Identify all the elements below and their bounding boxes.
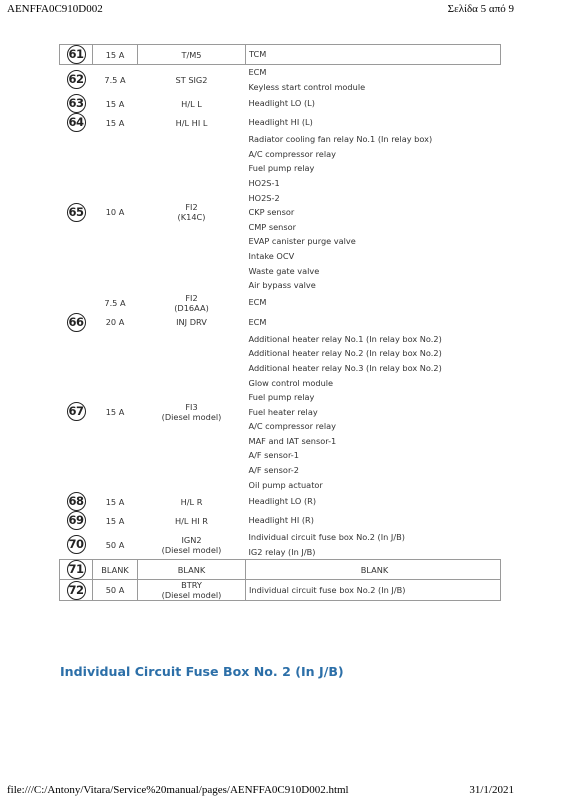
fuse-number-cell — [60, 530, 93, 560]
fuse-number-badge: 69 — [67, 511, 86, 530]
fuse-name-cell — [138, 45, 246, 65]
fuse-rating: 20 A — [105, 317, 125, 328]
fuse-load-cell — [246, 332, 501, 493]
fuse-name-cell — [138, 492, 246, 511]
fuse-number-cell — [60, 511, 93, 530]
fuse-load-cell — [246, 580, 501, 601]
fuse-table — [59, 44, 501, 601]
fuse-load-cell — [246, 94, 501, 113]
fuse-load-item: Headlight LO (L) — [248, 98, 315, 109]
fuse-row — [60, 332, 501, 493]
fuse-load-item: Glow control module — [248, 377, 334, 388]
section-heading: Individual Circuit Fuse Box No. 2 (In J/B) — [60, 664, 344, 679]
fuse-name-line: H/L HI L — [175, 117, 208, 128]
footer-date: 31/1/2021 — [469, 784, 514, 796]
fuse-number-cell — [60, 293, 93, 313]
fuse-name-line: FI2 — [185, 292, 198, 303]
fuse-number-badge: 63 — [67, 94, 86, 113]
fuse-load-item: Individual circuit fuse box No.2 (In J/B) — [248, 532, 405, 543]
fuse-load-cell — [246, 132, 501, 293]
fuse-load-item: IG2 relay (In J/B) — [248, 546, 316, 557]
fuse-table-body — [60, 45, 501, 601]
fuse-number-badge: 70 — [67, 535, 86, 554]
fuse-load-item: A/F sensor-1 — [248, 450, 299, 461]
fuse-load-item: CKP sensor — [248, 207, 295, 218]
fuse-name-cell — [138, 511, 246, 530]
fuse-name-cell — [138, 65, 246, 95]
fuse-load-item: HO2S-1 — [248, 177, 280, 188]
fuse-load-item: Individual circuit fuse box No.2 (In J/B) — [249, 585, 406, 596]
fuse-rating: 15 A — [105, 496, 125, 507]
fuse-load-item: ECM — [248, 67, 267, 77]
fuse-number-badge: 65 — [67, 203, 86, 222]
fuse-number-cell — [60, 65, 93, 95]
footer-file-path: file:///C:/Antony/Vitara/Service%20manual/pages/AENFFA0C910D002.html — [7, 784, 349, 796]
fuse-name-cell — [138, 313, 246, 332]
fuse-rating: 15 A — [105, 117, 125, 128]
fuse-number-badge: 62 — [67, 70, 86, 89]
fuse-load-item: Headlight HI (R) — [248, 515, 314, 526]
fuse-row — [60, 94, 501, 113]
fuse-load-item: Headlight LO (R) — [248, 496, 317, 507]
fuse-load-item: A/F sensor-2 — [248, 465, 299, 476]
fuse-row — [60, 560, 501, 580]
fuse-load-item: Additional heater relay No.3 (In relay box No.2) — [248, 362, 442, 373]
fuse-load-item: Air bypass valve — [248, 280, 316, 291]
fuse-name-line: H/L R — [180, 496, 203, 507]
fuse-number-badge: 66 — [67, 313, 86, 332]
fuse-name-line: BTRY — [181, 580, 202, 591]
fuse-rating: 15 A — [105, 98, 125, 109]
fuse-name-line: T/M5 — [181, 49, 202, 60]
fuse-load-item: MAF and IAT sensor-1 — [248, 435, 337, 446]
fuse-row — [60, 132, 501, 293]
fuse-name-cell — [138, 94, 246, 113]
fuse-load-item: HO2S-2 — [248, 192, 280, 203]
fuse-load-item: ECM — [248, 316, 267, 327]
fuse-name-line: (K14C) — [177, 212, 206, 223]
fuse-load-item: Headlight HI (L) — [248, 117, 313, 128]
fuse-number-cell — [60, 113, 93, 132]
fuse-load-item: BLANK — [360, 564, 389, 575]
fuse-load-cell — [246, 530, 501, 560]
fuse-row — [60, 113, 501, 132]
fuse-number-badge: 68 — [67, 492, 86, 511]
fuse-row — [60, 580, 501, 601]
fuse-rating: 50 A — [105, 539, 125, 550]
fuse-rating: 7.5 A — [104, 297, 126, 308]
fuse-load-item: TCM — [249, 49, 267, 60]
fuse-load-item: Radiator cooling fan relay No.1 (In relay box) — [248, 134, 433, 145]
fuse-row — [60, 530, 501, 560]
fuse-load-item: Fuel pump relay — [248, 392, 315, 403]
fuse-number-badge: 64 — [67, 113, 86, 132]
fuse-name-cell — [138, 560, 246, 580]
fuse-name-line: IGN2 — [181, 534, 202, 545]
fuse-number-badge: 72 — [67, 581, 86, 600]
fuse-name-line: FI3 — [185, 401, 198, 412]
fuse-number-cell — [60, 94, 93, 113]
fuse-load-item: Keyless start control module — [248, 81, 366, 92]
fuse-number-badge: 61 — [67, 45, 86, 64]
fuse-load-cell — [246, 65, 501, 95]
fuse-name-line: FI2 — [185, 202, 198, 213]
fuse-load-cell — [246, 511, 501, 530]
fuse-number-cell — [60, 492, 93, 511]
fuse-number-cell — [60, 560, 93, 580]
fuse-load-cell — [246, 560, 501, 580]
fuse-name-cell — [138, 113, 246, 132]
fuse-name-line: (Diesel model) — [161, 590, 222, 601]
fuse-name-line: H/L L — [181, 98, 202, 109]
fuse-name-line: BLANK — [177, 564, 206, 575]
fuse-load-item: ECM — [248, 297, 267, 308]
fuse-rating: 15 A — [105, 406, 125, 417]
fuse-name-line: ST SIG2 — [175, 74, 208, 85]
fuse-number-cell — [60, 132, 93, 293]
fuse-rating: 15 A — [105, 515, 125, 526]
fuse-name-line: INJ DRV — [176, 317, 207, 328]
fuse-load-cell — [246, 313, 501, 332]
fuse-number-badge: 67 — [67, 402, 86, 421]
fuse-load-cell — [246, 113, 501, 132]
fuse-load-item: Intake OCV — [248, 250, 295, 261]
fuse-row — [60, 293, 501, 313]
fuse-load-item: A/C compressor relay — [248, 421, 336, 432]
fuse-row — [60, 492, 501, 511]
fuse-number-cell — [60, 332, 93, 493]
fuse-rating: 50 A — [93, 580, 138, 601]
fuse-name-line: (D16AA) — [174, 302, 209, 313]
fuse-number-cell — [60, 313, 93, 332]
fuse-load-item: Fuel heater relay — [248, 406, 318, 417]
fuse-rating: 10 A — [105, 207, 125, 218]
fuse-row — [60, 511, 501, 530]
fuse-name-line: (Diesel model) — [161, 411, 222, 422]
fuse-name-cell — [138, 580, 246, 601]
fuse-load-item: Waste gate valve — [248, 265, 320, 276]
fuse-load-cell — [246, 45, 501, 65]
fuse-number-badge: 71 — [67, 560, 86, 579]
fuse-load-item: CMP sensor — [248, 221, 296, 232]
fuse-number-cell — [60, 580, 93, 601]
fuse-name-line: H/L HI R — [175, 515, 208, 526]
fuse-name-cell — [138, 332, 246, 493]
fuse-load-item: A/C compressor relay — [248, 148, 336, 159]
document-id: AENFFA0C910D002 — [7, 3, 103, 15]
page-indicator: Σελίδα 5 από 9 — [447, 3, 514, 15]
fuse-name-cell — [138, 293, 246, 313]
fuse-load-item: Fuel pump relay — [248, 163, 315, 174]
fuse-row — [60, 65, 501, 95]
fuse-name-cell — [138, 530, 246, 560]
fuse-row — [60, 313, 501, 332]
fuse-load-item: Additional heater relay No.1 (In relay box No.2) — [248, 333, 442, 344]
fuse-load-item: Oil pump actuator — [248, 479, 323, 490]
fuse-name-cell — [138, 132, 246, 293]
fuse-load-item: EVAP canister purge valve — [248, 236, 356, 247]
fuse-row — [60, 45, 501, 65]
fuse-number-cell — [60, 45, 93, 65]
fuse-rating: 7.5 A — [104, 74, 126, 85]
fuse-load-item: Additional heater relay No.2 (In relay box No.2) — [248, 348, 442, 359]
fuse-rating: 15 A — [93, 45, 138, 65]
fuse-load-cell — [246, 492, 501, 511]
fuse-rating: BLANK — [93, 560, 138, 580]
fuse-name-line: (Diesel model) — [161, 544, 222, 555]
fuse-load-cell — [246, 293, 501, 313]
